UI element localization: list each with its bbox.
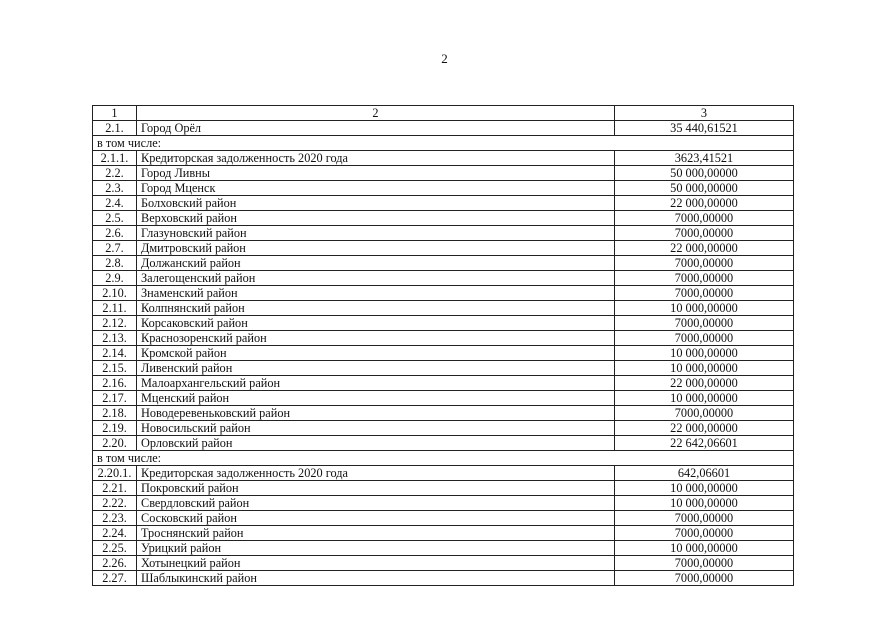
row-number: 2.7. xyxy=(93,241,137,256)
column-header-1: 1 xyxy=(93,106,137,121)
row-value: 22 642,06601 xyxy=(615,436,794,451)
row-number: 2.21. xyxy=(93,481,137,496)
row-name: Колпнянский район xyxy=(137,301,615,316)
row-number: 2.17. xyxy=(93,391,137,406)
table-row xyxy=(93,271,794,286)
row-name: Новосильский район xyxy=(137,421,615,436)
row-name: Шаблыкинский район xyxy=(137,571,615,586)
row-value: 10 000,00000 xyxy=(615,481,794,496)
row-name: Троснянский район xyxy=(137,526,615,541)
row-value: 10 000,00000 xyxy=(615,346,794,361)
row-name: Город Мценск xyxy=(137,181,615,196)
row-name: Глазуновский район xyxy=(137,226,615,241)
row-number: 2.8. xyxy=(93,256,137,271)
table-row xyxy=(93,556,794,571)
row-name: Мценский район xyxy=(137,391,615,406)
table-row xyxy=(93,151,794,166)
row-value: 22 000,00000 xyxy=(615,241,794,256)
table-row xyxy=(93,481,794,496)
table-row xyxy=(93,166,794,181)
row-name: Город Ливны xyxy=(137,166,615,181)
row-number: 2.24. xyxy=(93,526,137,541)
row-number: 2.26. xyxy=(93,556,137,571)
row-number: 2.16. xyxy=(93,376,137,391)
row-number: 2.18. xyxy=(93,406,137,421)
row-name: Ливенский район xyxy=(137,361,615,376)
row-number: 2.23. xyxy=(93,511,137,526)
row-name: Верховский район xyxy=(137,211,615,226)
section-row xyxy=(93,136,794,151)
row-name: Корсаковский район xyxy=(137,316,615,331)
row-value: 22 000,00000 xyxy=(615,196,794,211)
row-number: 2.14. xyxy=(93,346,137,361)
row-number: 2.12. xyxy=(93,316,137,331)
row-number: 2.22. xyxy=(93,496,137,511)
row-name: Кредиторская задолженность 2020 года xyxy=(137,466,615,481)
row-number: 2.1. xyxy=(93,121,137,136)
row-number: 2.19. xyxy=(93,421,137,436)
row-value: 3623,41521 xyxy=(615,151,794,166)
row-value: 22 000,00000 xyxy=(615,421,794,436)
table-row xyxy=(93,121,794,136)
row-name: Краснозоренский район xyxy=(137,331,615,346)
column-header-2: 2 xyxy=(137,106,615,121)
section-row xyxy=(93,451,794,466)
row-value: 7000,00000 xyxy=(615,526,794,541)
row-name: Новодеревеньковский район xyxy=(137,406,615,421)
section-label: в том числе: xyxy=(93,136,794,151)
row-value: 7000,00000 xyxy=(615,226,794,241)
table-row xyxy=(93,286,794,301)
page-number: 2 xyxy=(441,51,448,66)
table-row xyxy=(93,331,794,346)
row-number: 2.27. xyxy=(93,571,137,586)
row-number: 2.20. xyxy=(93,436,137,451)
column-header-3: 3 xyxy=(615,106,794,121)
row-value: 50 000,00000 xyxy=(615,181,794,196)
row-number: 2.2. xyxy=(93,166,137,181)
table-row xyxy=(93,571,794,586)
row-name: Знаменский район xyxy=(137,286,615,301)
row-value: 7000,00000 xyxy=(615,316,794,331)
row-name: Свердловский район xyxy=(137,496,615,511)
table-row xyxy=(93,406,794,421)
row-value: 7000,00000 xyxy=(615,556,794,571)
table-row xyxy=(93,511,794,526)
row-value: 22 000,00000 xyxy=(615,376,794,391)
row-name: Сосковский район xyxy=(137,511,615,526)
row-number: 2.5. xyxy=(93,211,137,226)
table-row xyxy=(93,496,794,511)
row-name: Болховский район xyxy=(137,196,615,211)
header-row xyxy=(93,106,794,121)
row-number: 2.11. xyxy=(93,301,137,316)
allocation-table xyxy=(92,105,794,586)
row-number: 2.25. xyxy=(93,541,137,556)
row-value: 7000,00000 xyxy=(615,511,794,526)
table-row xyxy=(93,361,794,376)
row-value: 7000,00000 xyxy=(615,406,794,421)
row-name: Должанский район xyxy=(137,256,615,271)
table-row xyxy=(93,466,794,481)
row-value: 7000,00000 xyxy=(615,571,794,586)
table-row xyxy=(93,391,794,406)
row-value: 7000,00000 xyxy=(615,256,794,271)
row-number: 2.1.1. xyxy=(93,151,137,166)
row-value: 7000,00000 xyxy=(615,211,794,226)
row-value: 10 000,00000 xyxy=(615,496,794,511)
table-row xyxy=(93,301,794,316)
row-value: 7000,00000 xyxy=(615,286,794,301)
row-value: 10 000,00000 xyxy=(615,541,794,556)
table-row xyxy=(93,316,794,331)
row-name: Малоархангельский район xyxy=(137,376,615,391)
row-number: 2.3. xyxy=(93,181,137,196)
table-row xyxy=(93,421,794,436)
row-name: Урицкий район xyxy=(137,541,615,556)
row-name: Дмитровский район xyxy=(137,241,615,256)
table-body xyxy=(93,106,794,586)
row-number: 2.15. xyxy=(93,361,137,376)
row-name: Хотынецкий район xyxy=(137,556,615,571)
table-row xyxy=(93,376,794,391)
row-number: 2.20.1. xyxy=(93,466,137,481)
table-row xyxy=(93,541,794,556)
table-row xyxy=(93,196,794,211)
row-number: 2.9. xyxy=(93,271,137,286)
table-row xyxy=(93,256,794,271)
table-row xyxy=(93,346,794,361)
row-name: Покровский район xyxy=(137,481,615,496)
table-row xyxy=(93,241,794,256)
section-label: в том числе: xyxy=(93,451,794,466)
row-number: 2.4. xyxy=(93,196,137,211)
row-name: Залегощенский район xyxy=(137,271,615,286)
row-value: 10 000,00000 xyxy=(615,391,794,406)
table-row xyxy=(93,526,794,541)
row-name: Кредиторская задолженность 2020 года xyxy=(137,151,615,166)
row-name: Город Орёл xyxy=(137,121,615,136)
row-number: 2.13. xyxy=(93,331,137,346)
row-name: Кромской район xyxy=(137,346,615,361)
row-value: 50 000,00000 xyxy=(615,166,794,181)
row-value: 7000,00000 xyxy=(615,271,794,286)
table-row xyxy=(93,211,794,226)
table-row xyxy=(93,181,794,196)
row-value: 35 440,61521 xyxy=(615,121,794,136)
row-value: 642,06601 xyxy=(615,466,794,481)
row-value: 10 000,00000 xyxy=(615,361,794,376)
row-value: 7000,00000 xyxy=(615,331,794,346)
table-row xyxy=(93,436,794,451)
row-name: Орловский район xyxy=(137,436,615,451)
row-number: 2.10. xyxy=(93,286,137,301)
table-row xyxy=(93,226,794,241)
row-number: 2.6. xyxy=(93,226,137,241)
row-value: 10 000,00000 xyxy=(615,301,794,316)
